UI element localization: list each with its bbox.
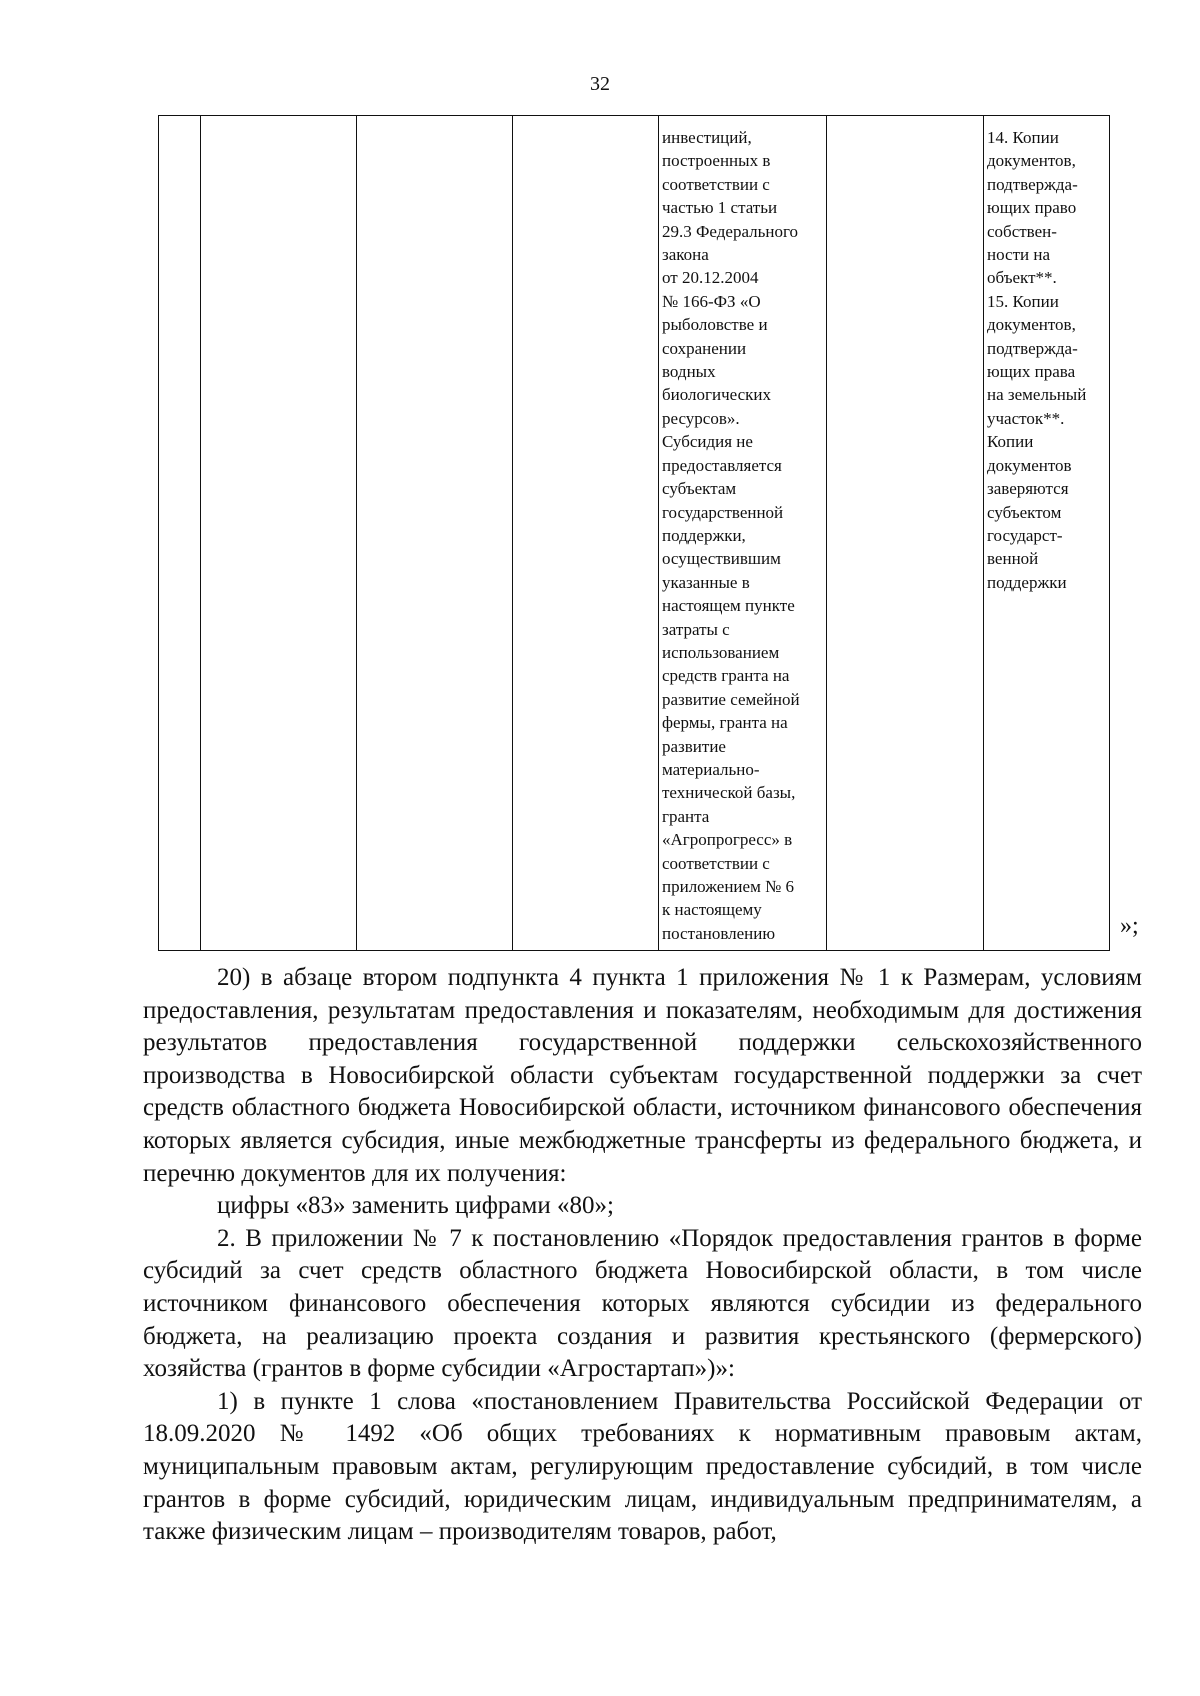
cell-line: объект**. xyxy=(987,268,1057,288)
cell-line: на земельный xyxy=(987,385,1087,405)
table-cell-4 xyxy=(513,116,659,951)
cell-line: рыболовстве и xyxy=(662,315,768,335)
cell-line: ющих право xyxy=(987,198,1077,218)
cell-line: 14. Копии xyxy=(987,128,1059,147)
paragraph-digits-replace: цифры «83» заменить цифрами «80»; xyxy=(217,1192,614,1220)
cell-line: документов, xyxy=(987,151,1076,171)
table-cell-7 xyxy=(984,116,1110,951)
cell-line: развитие семейной xyxy=(662,689,800,709)
table-cell-1 xyxy=(159,116,201,951)
body-text xyxy=(143,962,1142,1549)
cell-line: собствен- xyxy=(987,221,1057,241)
cell-line: использованием xyxy=(662,642,780,662)
table-cell-5 xyxy=(659,116,827,951)
cell-line: средств гранта на xyxy=(662,666,790,686)
table-row xyxy=(159,116,1110,951)
cell-line: затраты с xyxy=(662,619,730,639)
cell-line: развитие xyxy=(662,736,726,756)
cell-line: соответствии с xyxy=(662,174,770,194)
cell-line: документов, xyxy=(987,315,1076,335)
cell-line: ности на xyxy=(987,245,1050,265)
cell-line: 29.3 Федерального xyxy=(662,221,799,241)
cell-line: водных xyxy=(662,362,716,382)
cell-line: предоставляется xyxy=(662,455,782,475)
cell-line: постановлению xyxy=(662,923,776,943)
table-cell-2 xyxy=(201,116,357,951)
cell-line: Копии xyxy=(987,432,1034,452)
cell-line: сохранении xyxy=(662,338,747,358)
cell-line: частью 1 статьи xyxy=(662,198,778,218)
cell-line: субъектом xyxy=(987,502,1062,522)
paragraph-20: 20) в абзаце втором подпункта 4 пункта 1 приложения № 1 к Размерам, условиям предоставления, результатам предоставления и показателям, необходимым для достижения результатов предоставления государственной поддержки сельскохозяйственного производства в Новосибирской области субъектам государственной поддержки за счет средств областного бюджета Новосибирской области, источником финансового обеспечения которых является субсидия, иные межбюджетные трансферты из федерального бюджета, и перечню документов для их получения: xyxy=(143,964,1142,1187)
cell-line: осуществившим xyxy=(662,549,781,569)
page-number: 32 xyxy=(590,73,610,95)
cell-line: гранта xyxy=(662,806,710,826)
cell-line: государст- xyxy=(987,525,1063,545)
cell-line: построенных в xyxy=(662,151,771,171)
table-closing-mark: »; xyxy=(1120,913,1139,939)
cell-line: соответствии с xyxy=(662,853,770,873)
paragraph-2-1: 1) в пункте 1 слова «постановлением Правительства Российской Федерации от 18.09.2020 № 1492 «Об общих требованиях к нормативным правовым актам, муниципальным правовым актам, регулирующим предоставление субсидий, в том числе грантов в форме субсидий, юридическим лицам, индивидуальным предпринимателям, а также физическим лицам – производителям товаров, работ, xyxy=(143,1387,1142,1546)
cell-line: поддержки, xyxy=(662,525,746,545)
cell-line: Субсидия не xyxy=(662,432,753,452)
table-cell-3 xyxy=(357,116,513,951)
table-cell-5-text xyxy=(659,116,826,945)
continuation-table xyxy=(158,115,1110,951)
cell-line: технической базы, xyxy=(662,783,796,803)
table-cell-7-text xyxy=(984,116,1109,594)
table-cell-6 xyxy=(827,116,984,951)
cell-line: подтвержда- xyxy=(987,338,1078,358)
cell-line: инвестиций, xyxy=(662,128,752,147)
cell-line: документов xyxy=(987,455,1072,475)
cell-line: № 166-ФЗ «О xyxy=(662,291,761,311)
cell-line: ресурсов». xyxy=(662,408,740,428)
cell-line: подтвержда- xyxy=(987,174,1078,194)
cell-line: материально- xyxy=(662,759,760,779)
cell-line: приложением № 6 xyxy=(662,877,795,896)
cell-line: указанные в xyxy=(662,572,750,592)
paragraph-2: 2. В приложении № 7 к постановлению «Порядок предоставления грантов в форме субсидий за счет средств областного бюджета Новосибирской области, в том числе источником финансового обеспечения которых являются субсидии из федерального бюджета, на реализацию проекта создания и развития крестьянского (фермерского) хозяйства (грантов в форме субсидии «Агростартап»)»: xyxy=(143,1224,1142,1383)
cell-line: венной xyxy=(987,549,1039,569)
cell-line: от 20.12.2004 xyxy=(662,268,759,288)
cell-line: к настоящему xyxy=(662,900,762,920)
cell-line: заверяются xyxy=(987,479,1069,499)
cell-line: биологических xyxy=(662,385,771,405)
cell-line: настоящем пункте xyxy=(662,596,795,616)
cell-line: поддержки xyxy=(987,572,1067,592)
cell-line: государственной xyxy=(662,502,784,522)
cell-line: «Агропрогресс» в xyxy=(662,830,793,850)
cell-line: субъектам xyxy=(662,479,737,499)
cell-line: участок**. xyxy=(987,408,1065,428)
cell-line: ющих права xyxy=(987,362,1076,382)
cell-line: закона xyxy=(662,245,709,265)
cell-line: 15. Копии xyxy=(987,291,1059,311)
cell-line: фермы, гранта на xyxy=(662,713,788,733)
